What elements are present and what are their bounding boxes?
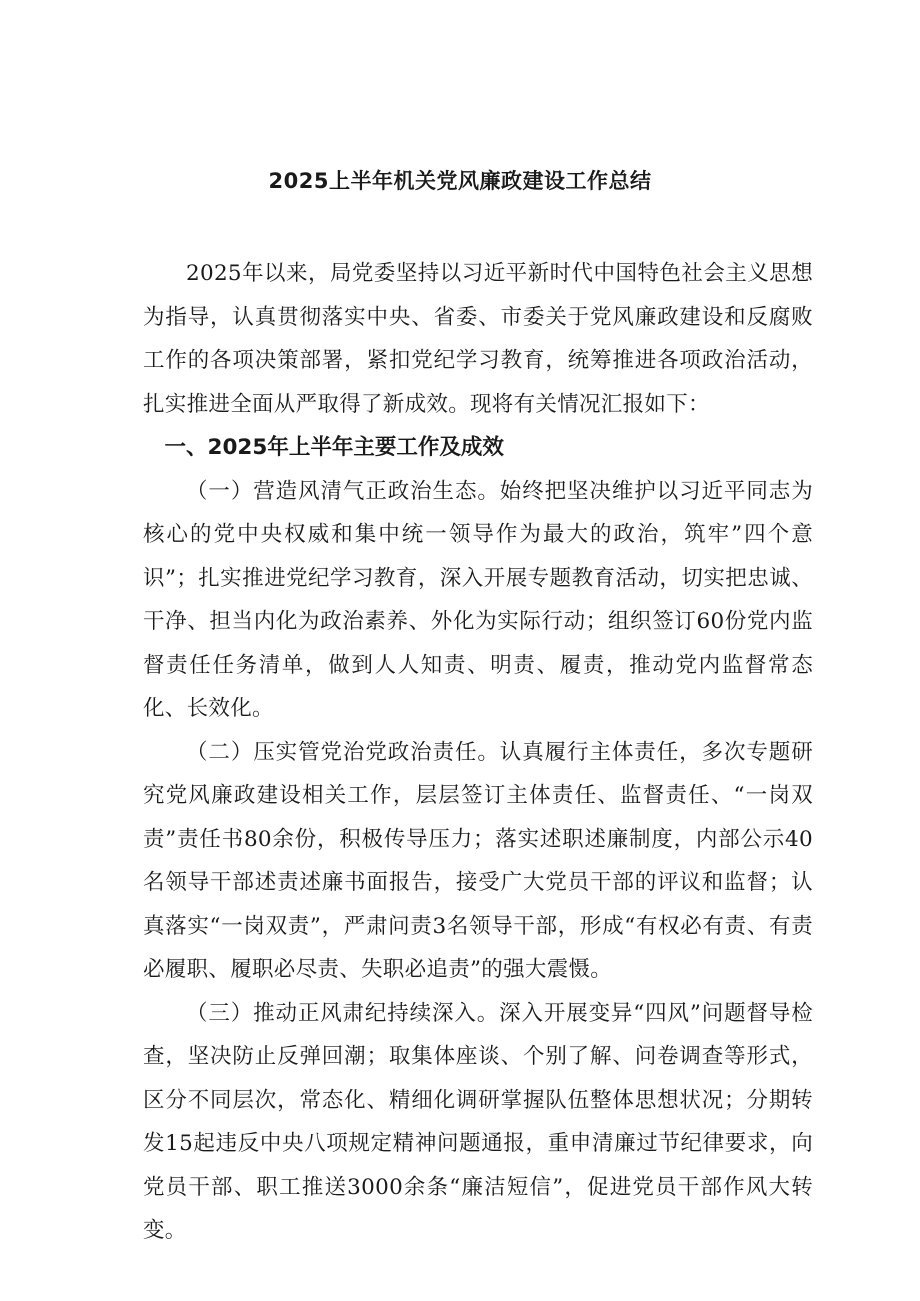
- section-heading-1: 一、2025年上半年主要工作及成效: [164, 435, 504, 460]
- paragraph-2: （二）压实管党治党政治责任。认真履行主体责任，多次专题研究党风廉政建设相关工作，层层签订主体责任、监督责任、“一岗双责”责任书80余份，积极传导压力；落实述职述廉制度，内部公示40名领导干部述责述廉书面报告，接受广大党员干部的评议和监督；认真落实“一岗双责”，严肃问责3名领导干部，形成“有权必有责、有责必履职、履职必尽责、失职必追责”的强大震慑。: [143, 739, 813, 982]
- paragraph-1: （一）营造风清气正政治生态。始终把坚决维护以习近平同志为核心的党中央权威和集中统一领导作为最大的政治，筑牢”四个意识”；扎实推进党纪学习教育，深入开展专题教育活动，切实把忠诚、干净、担当内化为政治素养、外化为实际行动；组织签订60份党内监督责任任务清单，做到人人知责、明责、履责，推动党内监督常态化、长效化。: [143, 478, 813, 721]
- paragraph-3: （三）推动正风肃纪持续深入。深入开展变异“四风”问题督导检查，坚决防止反弹回潮；取集体座谈、个别了解、问卷调查等形式，区分不同层次，常态化、精细化调研掌握队伍整体思想状况；分期转发15起违反中央八项规定精神问题通报，重申清廉过节纪律要求，向党员干部、职工推送3000余条“廉洁短信”，促进党员干部作风大转变。: [143, 1000, 813, 1243]
- document-title: 2025上半年机关党风廉政建设工作总结: [268, 169, 652, 193]
- document-body: [143, 252, 813, 1253]
- intro-paragraph: 2025年以来，局党委坚持以习近平新时代中国特色社会主义思想为指导，认真贯彻落实中央、省委、市委关于党风廉政建设和反腐败工作的各项决策部署，紧扣党纪学习教育，统筹推进各项政治活动，扎实推进全面从严取得了新成效。现将有关情况汇报如下：: [143, 261, 813, 417]
